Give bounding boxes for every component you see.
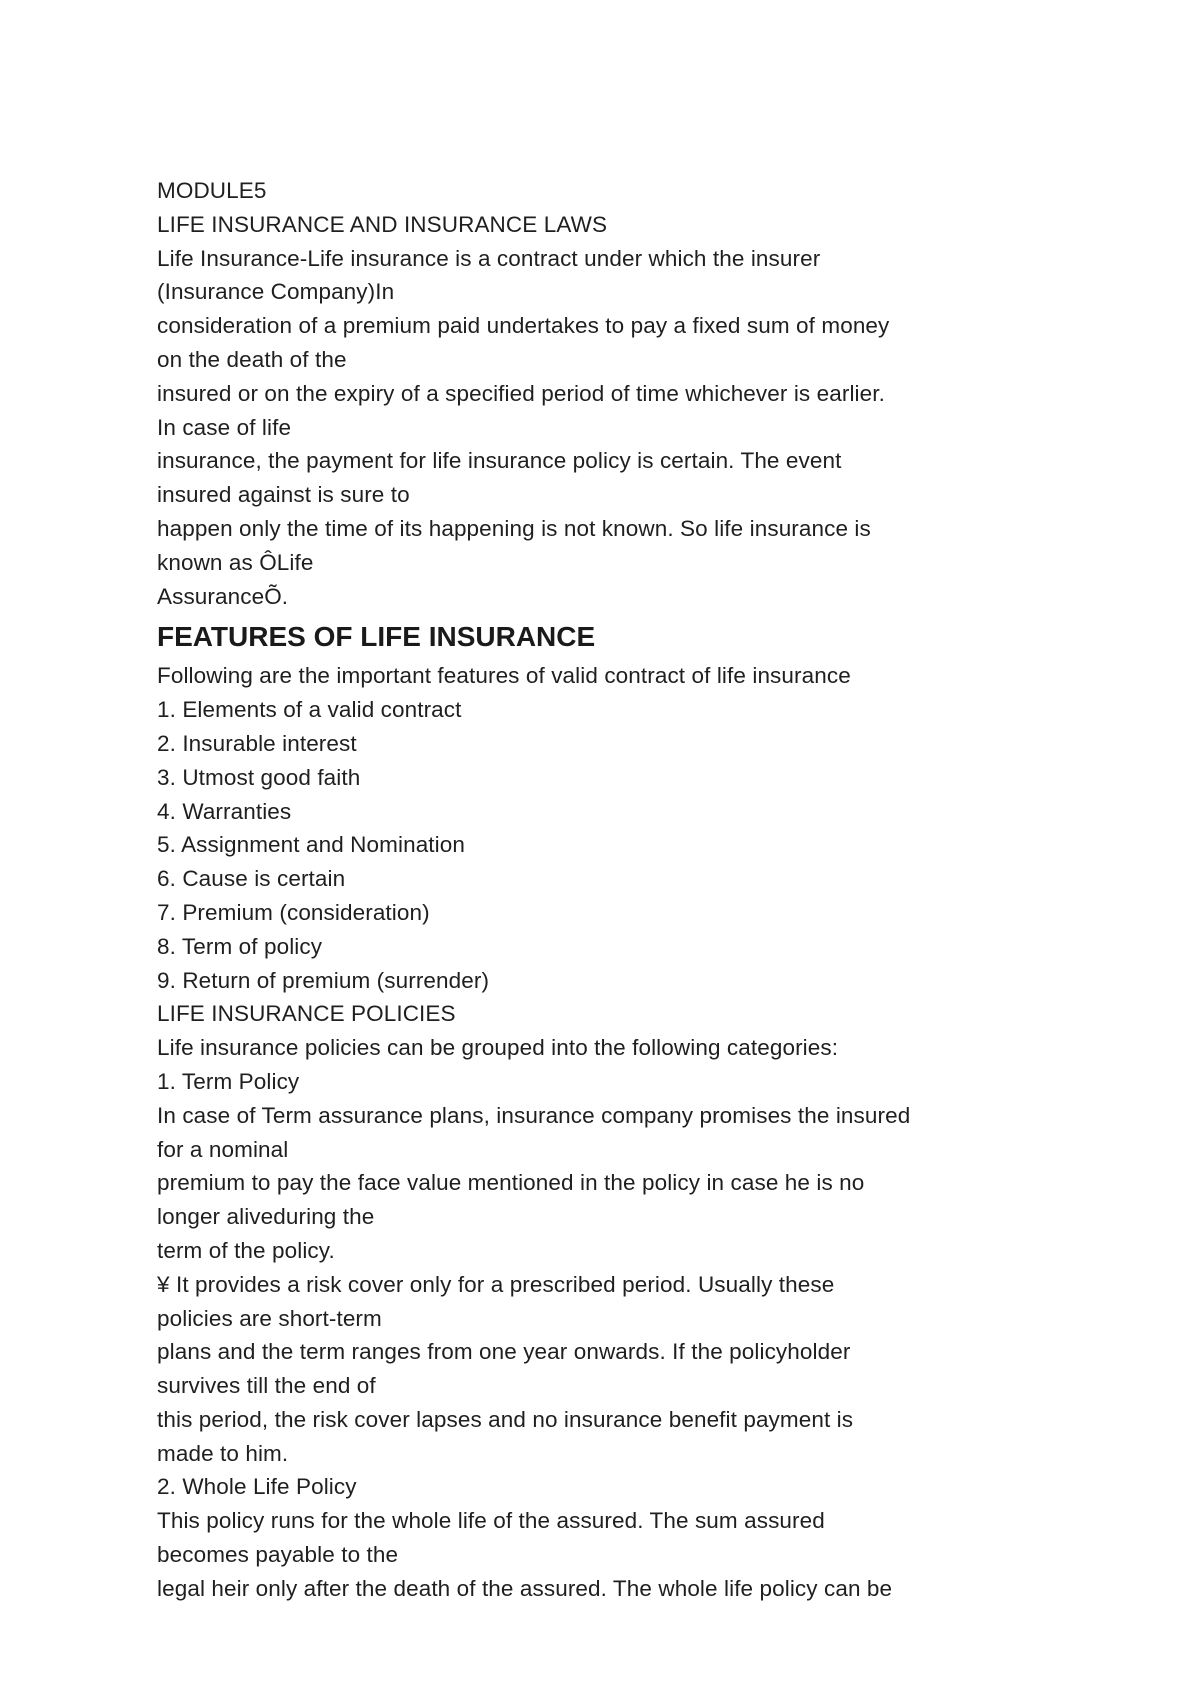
text-line: Following are the important features of valid contract of life insurance — [157, 663, 851, 689]
text-line: on the death of the — [157, 346, 347, 372]
text-line: this period, the risk cover lapses and no insurance benefit payment is — [157, 1406, 854, 1432]
features-and-policies-section — [157, 659, 1077, 1605]
text-line: becomes payable to the — [157, 1542, 399, 1568]
text-line: 7. Premium (consideration) — [157, 899, 430, 925]
text-line: 6. Cause is certain — [157, 866, 346, 892]
text-line: survives till the end of — [157, 1373, 376, 1399]
text-line: 1. Term Policy — [157, 1068, 300, 1094]
text-line: insured against is sure to — [157, 482, 410, 508]
text-line: AssuranceÕ. — [157, 583, 289, 609]
text-line: insurance, the payment for life insurance policy is certain. The event — [157, 448, 842, 474]
text-line: ¥ It provides a risk cover only for a prescribed period. Usually these — [157, 1271, 835, 1297]
text-line: happen only the time of its happening is not known. So life insurance is — [157, 515, 871, 541]
text-line: plans and the term ranges from one year onwards. If the policyholder — [157, 1339, 851, 1365]
text-line: (Insurance Company)In — [157, 279, 395, 305]
text-line: insured or on the expiry of a specified period of time whichever is earlier. — [157, 380, 885, 406]
text-line: 8. Term of policy — [157, 933, 323, 959]
text-line: legal heir only after the death of the assured. The whole life policy can be — [157, 1575, 893, 1601]
text-line: 9. Return of premium (surrender) — [157, 967, 490, 993]
text-line: 2. Whole Life Policy — [157, 1474, 357, 1500]
text-line: This policy runs for the whole life of the assured. The sum assured — [157, 1508, 825, 1534]
text-line: policies are short-term — [157, 1305, 382, 1331]
intro-section — [157, 174, 1077, 613]
text-line: 4. Warranties — [157, 798, 292, 824]
text-line: In case of Term assurance plans, insurance company promises the insured — [157, 1102, 911, 1128]
text-line: term of the policy. — [157, 1237, 335, 1263]
text-line: MODULE5 — [157, 178, 267, 203]
text-line: LIFE INSURANCE POLICIES — [157, 1001, 456, 1027]
text-line: made to him. — [157, 1440, 289, 1466]
text-line: consideration of a premium paid undertakes to pay a fixed sum of money — [157, 313, 890, 339]
text-line: 5. Assignment and Nomination — [157, 832, 465, 858]
text-line: 1. Elements of a valid contract — [157, 697, 462, 723]
text-line: Life insurance policies can be grouped into the following categories: — [157, 1035, 839, 1061]
text-line: for a nominal — [157, 1136, 289, 1162]
document-body — [157, 174, 1077, 1606]
text-line: known as ÔLife — [157, 549, 314, 575]
text-line: 3. Utmost good faith — [157, 764, 361, 790]
text-line: longer aliveduring the — [157, 1204, 375, 1230]
text-line: LIFE INSURANCE AND INSURANCE LAWS — [157, 211, 608, 237]
section-heading: FEATURES OF LIFE INSURANCE — [157, 621, 596, 653]
text-line: premium to pay the face value mentioned in the policy in case he is no — [157, 1170, 865, 1196]
text-line: In case of life — [157, 414, 292, 440]
text-line: Life Insurance-Life insurance is a contract under which the insurer — [157, 245, 821, 271]
text-line: 2. Insurable interest — [157, 730, 357, 756]
